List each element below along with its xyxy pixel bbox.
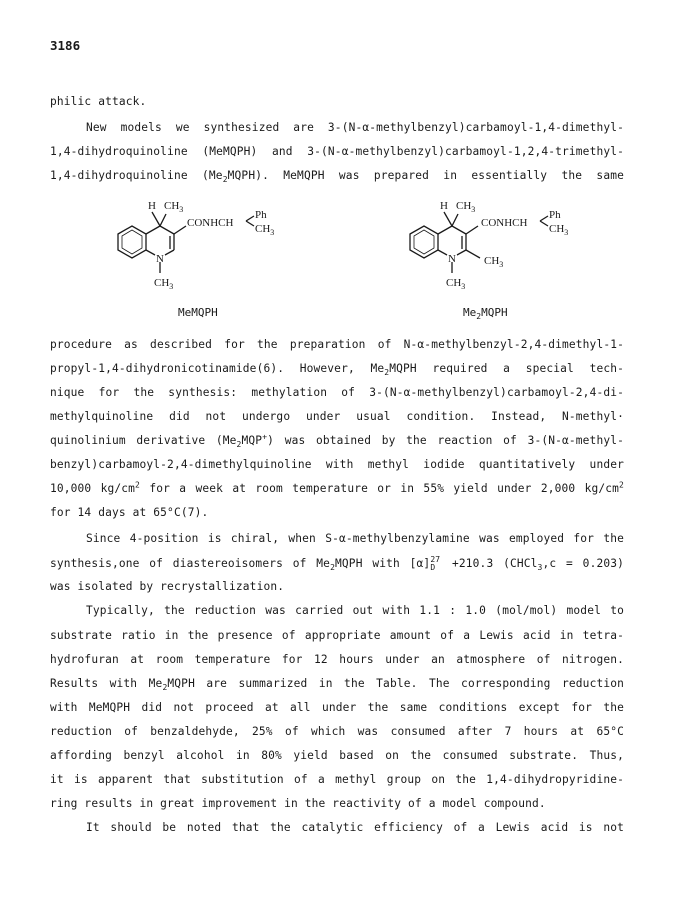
text-segment: 10,000 kg/cm (50, 482, 136, 495)
text-line (50, 169, 624, 183)
optical-rotation-indices (430, 556, 440, 572)
text-line (50, 556, 624, 572)
ring-methyl-label: $CH_3$ (484, 255, 504, 269)
me2mqph-structure (400, 196, 600, 298)
text-line (50, 482, 624, 496)
text-line: hydrofuran at room temperature for 12 hours under an atmosphere of nitrogen. (50, 653, 624, 666)
text-line (50, 362, 624, 376)
text-segment: Me (463, 306, 477, 319)
text-line: methylquinoline did not undergo under usual condition. Instead, N-methyl· (50, 410, 624, 423)
n-methyl-label: $CH_3$ (154, 277, 174, 291)
subscript: 2 (384, 368, 390, 378)
text-segment: MQPH with [α] (335, 557, 431, 570)
text-line: reduction of benzaldehyde, 25% of which was consumed after 7 hours at 65°C (50, 725, 624, 738)
ch3-label: $CH_3$ (549, 223, 569, 237)
text-line: it is apparent that substitution of a methyl group on the 1,4-dihydropyridine- (50, 773, 624, 786)
text-line: It should be noted that the catalytic efficiency of a Lewis acid is not (86, 821, 624, 834)
h-label: H (148, 200, 156, 212)
n-methyl-label: $CH_3$ (446, 277, 466, 291)
text-segment: propyl-1,4-dihydronicotinamide(6). However, Me (50, 362, 385, 375)
amide-label: CONHCH (187, 217, 234, 229)
text-line: with MeMQPH did not proceed at all under the same conditions except for the (50, 701, 624, 714)
text-line: philic attack. (50, 95, 147, 108)
h-label: H (440, 200, 448, 212)
text-line: affording benzyl alcohol in 80% yield based on the consumed substrate. Thus, (50, 749, 624, 762)
subscript: 2 (236, 440, 242, 450)
text-line (50, 677, 624, 691)
superscript: 2 (619, 480, 624, 490)
text-segment: MQP (241, 434, 263, 447)
subscript: 2 (222, 175, 228, 185)
text-segment: MQPH (481, 306, 508, 319)
ch3-label: $CH_3$ (164, 200, 184, 214)
text-segment: for a week at room temperature or in 55% yield under 2,000 kg/cm (140, 482, 620, 495)
ch3-label: $CH_3$ (456, 200, 476, 214)
nitrogen-label: N (448, 253, 456, 265)
amide-label: CONHCH (481, 217, 528, 229)
text-line: 1,4-dihydroquinoline (MeMQPH) and 3-(N-α-methylbenzyl)carbamoyl-1,2,4-trimethyl- (50, 145, 624, 158)
ph-label: Ph (255, 209, 267, 221)
superscript: 2 (135, 480, 141, 490)
ph-label: Ph (549, 209, 561, 221)
text-segment: MQPH required a special tech- (389, 362, 625, 375)
text-line (50, 434, 624, 448)
text-line: Typically, the reduction was carried out with 1.1 : 1.0 (mol/mol) model to (86, 604, 624, 617)
text-segment: MQPH are summarized in the Table. The corresponding reduction (167, 677, 624, 690)
text-line: substrate ratio in the presence of appropriate amount of a Lewis acid in tetra- (50, 629, 624, 642)
text-segment: ) was obtained by the reaction of 3-(N-α-methyl- (267, 434, 624, 447)
subscript: 2 (330, 563, 336, 573)
text-segment: ,c = 0.203) (542, 557, 624, 570)
subscript: 3 (537, 563, 543, 573)
text-line: benzyl)carbamoyl-2,4-dimethylquinoline with methyl iodide quantitatively under (50, 458, 624, 471)
text-segment: MQPH). MeMQPH was prepared in essentially the same (227, 169, 624, 182)
nitrogen-label: N (156, 253, 164, 265)
text-line: procedure as described for the preparation of N-α-methylbenzyl-2,4-dimethyl-1- (50, 338, 624, 351)
subscript: 2 (476, 312, 482, 322)
text-segment: 1,4-dihydroquinoline (Me (50, 169, 223, 182)
page-number: 3186 (50, 38, 81, 53)
text-line: for 14 days at 65°C(7). (50, 506, 209, 519)
text-segment: quinolinium derivative (Me (50, 434, 237, 447)
text-segment: Results with Me (50, 677, 163, 690)
text-segment: synthesis,one of diastereoisomers of Me (50, 557, 331, 570)
caption-me2mqph (463, 306, 508, 322)
text-line: was isolated by recrystallization. (50, 580, 285, 593)
text-segment: +210.3 (CHCl (442, 557, 538, 570)
superscript: + (262, 432, 268, 442)
subscript: 2 (162, 683, 168, 693)
text-line: New models we synthesized are 3-(N-α-methylbenzyl)carbamoyl-1,4-dimethyl- (86, 121, 624, 134)
subscript: D (430, 563, 436, 572)
caption-memqph: MeMQPH (178, 306, 218, 319)
memqph-structure (108, 196, 288, 298)
ch3-label: $CH_3$ (255, 223, 275, 237)
text-line: nique for the synthesis: methylation of 3-(N-α-methylbenzyl)carbamoyl-2,4-di- (50, 386, 624, 399)
text-line: Since 4-position is chiral, when S-α-methylbenzylamine was employed for the (86, 532, 624, 545)
superscript: 27 (430, 555, 441, 564)
text-line: ring results in great improvement in the reactivity of a model compound. (50, 797, 546, 810)
